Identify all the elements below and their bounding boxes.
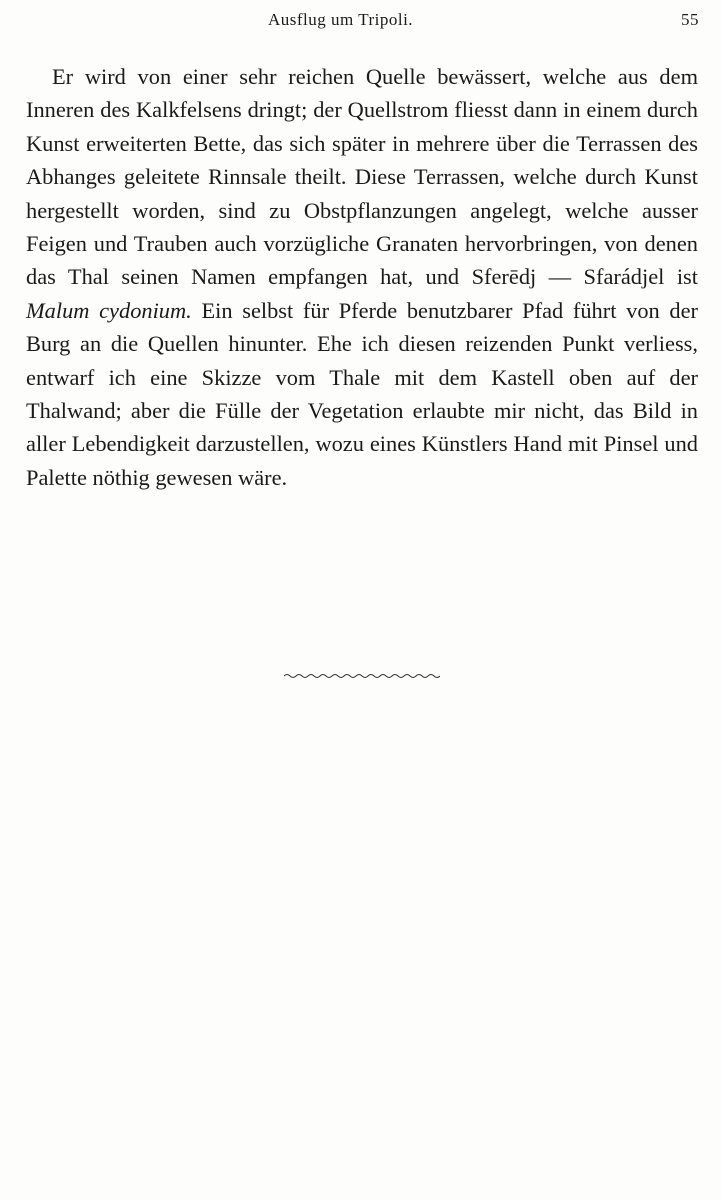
running-head xyxy=(0,10,721,34)
paragraph-text-part-2: Ein selbst für Pferde benutzbarer Pfad führt von der Burg an die Quellen hinunter. Ehe ich diesen reizenden Punkt verliess, entwarf ich eine Skizze vom Thale mit dem Kastell oben auf der Thalwand; aber die Fülle der Vegetation erlaubte mir nicht, das Bild in aller Lebendigkeit darzustellen, wozu eines Künstlers Hand mit Pinsel und Palette nöthig gewesen wäre. xyxy=(26,297,698,490)
body-paragraph xyxy=(26,60,698,494)
paragraph-italic-term: Malum cydonium. xyxy=(26,297,192,323)
paragraph-text-part-1: Er wird von einer sehr reichen Quelle bewässert, welche aus dem Inneren des Kalkfelsens dringt; der Quellstrom fliesst dann in einem durch Kunst erweiterten Bette, das sich später in mehrere über die Terrassen des Abhanges geleitete Rinnsale theilt. Diese Terrassen, welche durch Kunst hergestellt worden, sind zu Obstpflanzungen angelegt, welche ausser Feigen und Trauben auch vorzügliche Granaten hervorbringen, von denen das Thal seinen Namen empfangen hat, und Sferēdj — Sfarádjel ist xyxy=(26,64,698,290)
section-end-ornament xyxy=(284,672,440,680)
page-number: 55 xyxy=(681,10,699,29)
running-title: Ausflug um Tripoli. xyxy=(268,10,414,29)
